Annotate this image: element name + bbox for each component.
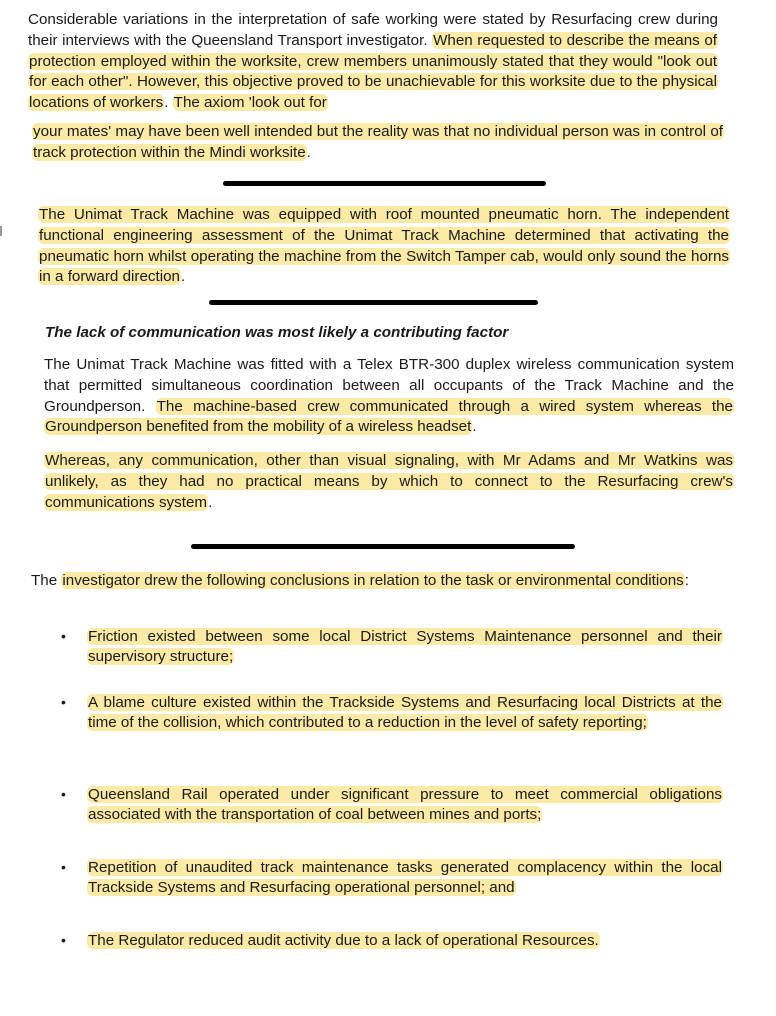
list-item [61, 785, 723, 824]
highlighted-text: Whereas, any communication, other than visual signaling, with Mr Adams and Mr Watkins was unlikely, as they had no practical means by which to connect to the Resurfacing crew's communications system [45, 452, 733, 511]
margin-mark [0, 226, 2, 236]
list-item [61, 627, 723, 666]
paragraph-safe-working-continued [32, 122, 724, 164]
text-plain: . [164, 94, 173, 112]
highlighted-text: The Unimat Track Machine was equipped with roof mounted pneumatic horn. The independent functional engineering assessment of the Unimat Track Machine determined that activating the pneumatic horn whilst operating the machine from the Switch Tamper cab, would only sound the horns in a forward direction [39, 206, 729, 286]
text-plain: . [306, 143, 311, 161]
highlighted-text: your mates' may have been well intended but the reality was that no individual person was in control of track protection within the Mindi worksite [33, 123, 723, 161]
list-item [61, 693, 723, 732]
list-item-text: The Regulator reduced audit activity due to a lack of operational Resources. [88, 932, 599, 949]
divider-rule [209, 300, 538, 305]
text-plain: Considerable variations in the interpretation of safe working were stated by Resurfacing crew during their interviews with the Queensland Transport investigator. [28, 11, 718, 49]
bullet-icon: • [61, 786, 66, 802]
bullet-icon: • [61, 932, 66, 948]
list-item [61, 858, 723, 897]
paragraph-pneumatic-horn [38, 205, 730, 288]
paragraph-conclusions-intro [31, 571, 721, 592]
paragraph-visual-signaling [44, 451, 734, 513]
list-item-text: Repetition of unaudited track maintenance tasks generated complacency within the local Trackside Systems and Resurfacing operational personnel; and [88, 859, 722, 896]
text-plain: . [208, 493, 213, 511]
list-item-text: Queensland Rail operated under significant pressure to meet commercial obligations associated with the transportation of coal between mines and ports; [88, 786, 722, 823]
bullet-icon: • [61, 628, 66, 644]
highlighted-text: The machine-based crew communicated through a wired system whereas the Groundperson benefited from the mobility of a wireless headset [45, 397, 733, 436]
highlighted-text: The axiom 'look out for [173, 94, 327, 112]
divider-rule [223, 181, 546, 186]
bullet-icon: • [61, 859, 66, 875]
text-plain: The [31, 572, 62, 589]
text-plain: . [180, 268, 186, 286]
bullet-icon: • [61, 694, 66, 710]
text-plain: The Unimat Track Machine was fitted with a Telex BTR-300 duplex wireless communication system that permitted simultaneous coordination between all occupants of the Track Machine and the Groundperson. [44, 356, 734, 415]
list-item-text: A blame culture existed within the Trackside Systems and Resurfacing local Districts at the time of the collision, which contributed to a reduction in the level of safety reporting; [88, 694, 722, 731]
highlighted-text: investigator drew the following conclusions in relation to the task or environmental conditions [62, 572, 684, 589]
text-plain: : [684, 572, 689, 589]
paragraph-communication-system [44, 355, 734, 438]
section-heading: The lack of communication was most likely a contributing factor [45, 324, 509, 341]
paragraph-safe-working [28, 10, 718, 114]
list-item [61, 931, 723, 951]
highlighted-text: When requested to describe the means of protection employed within the worksite, crew members unanimously stated that they would "look out for each other". However, this objective proved to be unachievable for this worksite due to the physical locations of workers [29, 31, 717, 112]
list-item-text: Friction existed between some local District Systems Maintenance personnel and their supervisory structure; [88, 628, 722, 665]
text-plain: . [472, 418, 477, 436]
divider-rule [191, 544, 575, 549]
